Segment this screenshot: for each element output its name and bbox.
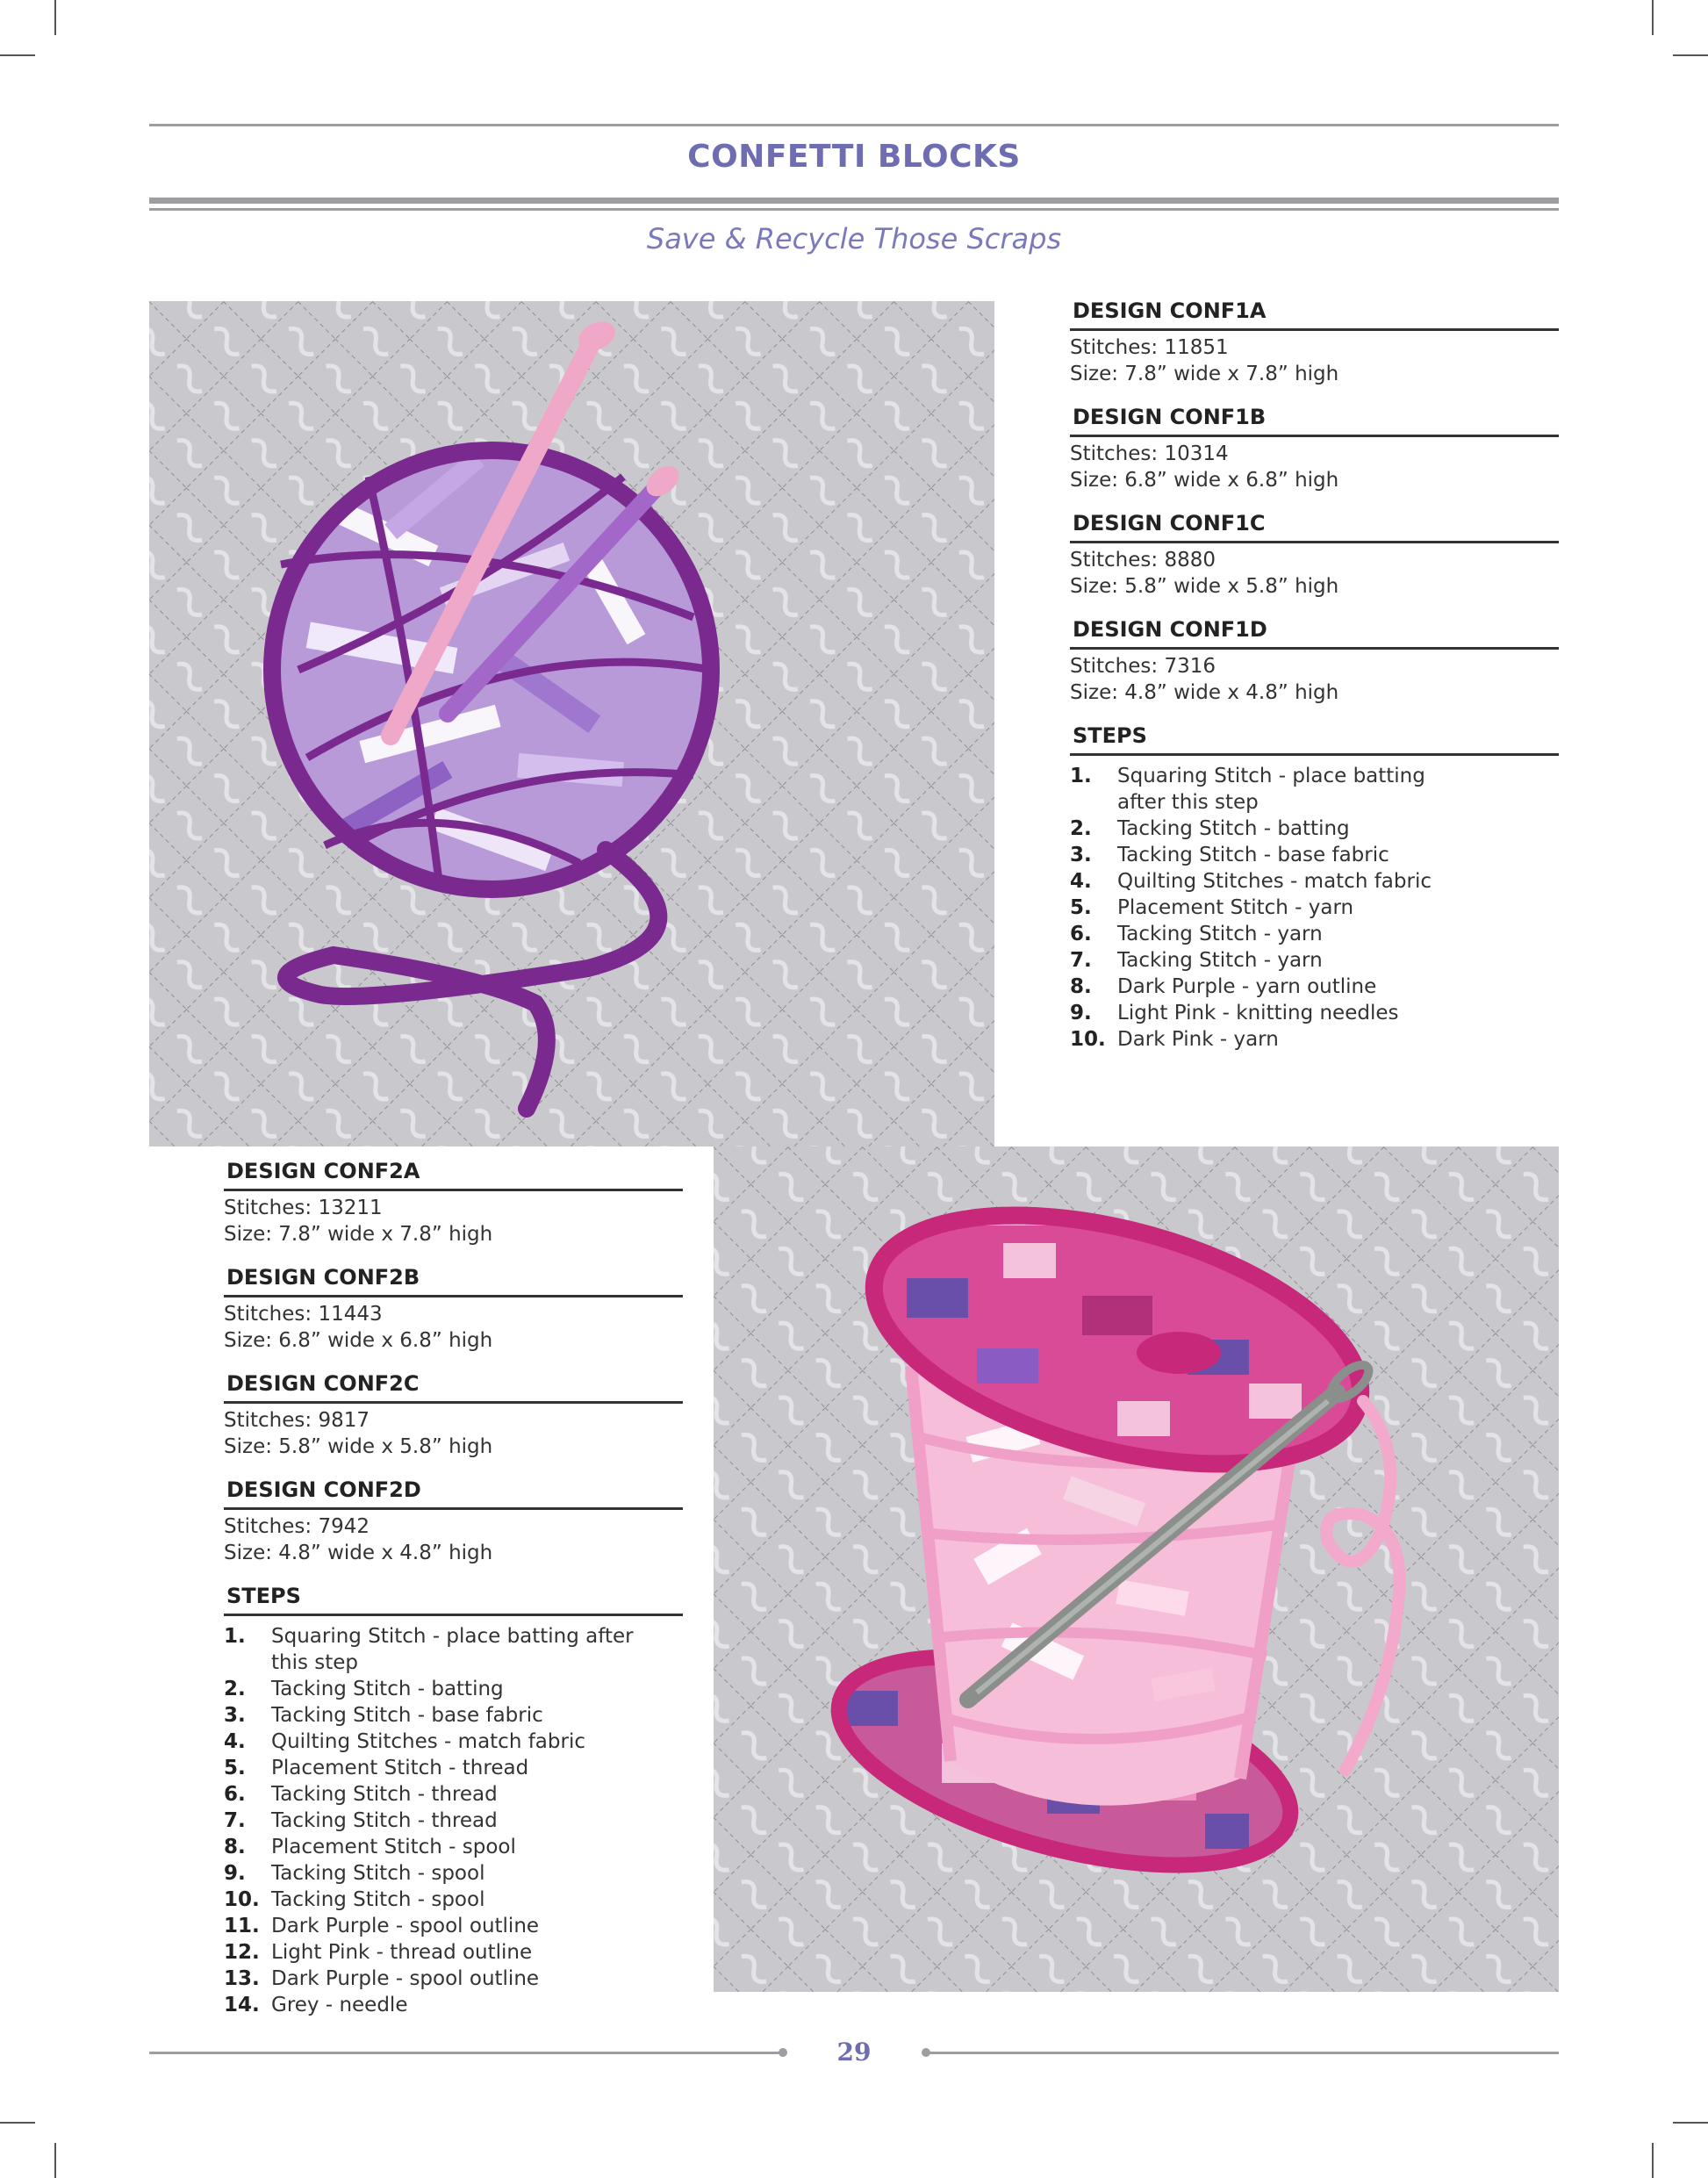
step-number: 14. [224,1994,260,2016]
spec-stitches: Stitches: 11443 [224,1303,383,1326]
spec-heading: DESIGN CONF1B [1070,405,1559,437]
spec-stitches: Stitches: 13211 [224,1197,383,1219]
step-item [1070,868,1559,895]
step-text: Tacking Stitch - base fabric [271,1704,543,1727]
step-number: 6. [1070,923,1092,945]
spec-size: Size: 5.8” wide x 5.8” high [224,1435,493,1458]
steps-list [224,1623,683,2018]
crop-mark [1652,2143,1654,2178]
step-text: Tacking Stitch - spool [271,1862,485,1885]
step-text: Squaring Stitch - place batting [1117,765,1425,787]
footer-rule-right [926,2052,1559,2054]
design1-specs [1070,298,1559,1053]
step-text: Quilting Stitches - match fabric [1117,870,1432,893]
step-number: 4. [224,1730,246,1753]
spec-stitches: Stitches: 7316 [1070,655,1216,678]
spec-size: Size: 6.8” wide x 6.8” high [1070,469,1339,492]
step-number: 10. [224,1888,260,1911]
step-number: 8. [1070,975,1092,998]
spec-group-conf2d [224,1477,683,1566]
step-item [224,1781,683,1808]
step-text: Placement Stitch - yarn [1117,896,1354,919]
step-text: Dark Purple - yarn outline [1117,975,1377,998]
step-text: Light Pink - thread outline [271,1941,533,1964]
step-text: Tacking Stitch - base fabric [1117,844,1389,866]
spec-stitches: Stitches: 10314 [1070,442,1229,465]
spec-group-conf2b [224,1265,683,1354]
step-text: Squaring Stitch - place batting after [271,1625,634,1648]
step-text: Dark Purple - spool outline [271,1915,540,1937]
spec-stitches: Stitches: 11851 [1070,336,1229,359]
spec-size: Size: 4.8” wide x 4.8” high [224,1542,493,1564]
step-item [224,1729,683,1755]
yarn-ball-photo [149,301,994,1147]
step-item [224,1834,683,1860]
step-item [224,1939,683,1966]
spec-group-conf1b [1070,405,1559,493]
steps-section [224,1584,683,2018]
step-number: 9. [224,1862,246,1885]
spec-heading: DESIGN CONF1C [1070,511,1559,543]
spec-heading: DESIGN CONF1A [1070,298,1559,331]
step-number: 2. [1070,817,1092,840]
step-number: 5. [224,1757,246,1779]
step-text: Tacking Stitch - yarn [1117,923,1323,945]
step-text: Grey - needle [271,1994,408,2016]
spec-group-conf2c [224,1371,683,1460]
step-item [1070,1026,1559,1053]
step-number: 10. [1070,1028,1106,1051]
step-text: Dark Purple - spool outline [271,1967,540,1990]
crop-mark [0,54,35,56]
step-number: 2. [224,1678,246,1700]
step-item [1070,842,1559,868]
step-item [224,1887,683,1913]
step-item [224,1702,683,1729]
step-item [1070,816,1559,842]
step-item [224,1860,683,1887]
step-text: Tacking Stitch - batting [1117,817,1350,840]
page-title: CONFETTI BLOCKS [687,139,1021,175]
step-item [1070,947,1559,974]
spec-group-conf1d [1070,617,1559,706]
spec-heading: DESIGN CONF2D [224,1477,683,1510]
step-item [1070,1000,1559,1026]
header-rule-double [149,198,1559,204]
design2-specs [224,1159,683,2018]
spec-group-conf1a [1070,298,1559,387]
step-item [1070,763,1559,816]
step-item [224,1676,683,1702]
step-number: 7. [224,1809,246,1832]
crop-mark [54,2143,56,2178]
step-number: 7. [1070,949,1092,972]
step-number: 4. [1070,870,1092,893]
spec-size: Size: 7.8” wide x 7.8” high [224,1223,493,1246]
step-number: 5. [1070,896,1092,919]
step-text-continued: this step [271,1651,359,1674]
step-number: 9. [1070,1002,1092,1024]
spec-stitches: Stitches: 9817 [224,1409,370,1432]
spec-stitches: Stitches: 7942 [224,1515,370,1538]
spec-heading: DESIGN CONF2B [224,1265,683,1297]
footer-rule-left [149,2052,783,2054]
step-item [1070,974,1559,1000]
step-text: Tacking Stitch - batting [271,1678,504,1700]
step-text: Tacking Stitch - yarn [1117,949,1323,972]
step-item [224,1808,683,1834]
step-text: Tacking Stitch - thread [271,1783,498,1806]
step-text-continued: after this step [1117,791,1259,814]
page-number: 29 [836,2038,872,2067]
spec-size: Size: 4.8” wide x 4.8” high [1070,681,1339,704]
thread-spool-photo [714,1147,1559,1992]
spec-group-conf2a [224,1159,683,1247]
steps-list [1070,763,1559,1053]
footer-dot-left [779,2048,787,2057]
crop-mark [1673,54,1708,56]
step-number: 12. [224,1941,260,1964]
step-item [224,1992,683,2018]
step-text: Quilting Stitches - match fabric [271,1730,585,1753]
crop-mark [1673,2122,1708,2124]
step-text: Tacking Stitch - thread [271,1809,498,1832]
step-number: 1. [224,1625,246,1648]
step-item [224,1913,683,1939]
spec-size: Size: 5.8” wide x 5.8” high [1070,575,1339,598]
step-text: Placement Stitch - spool [271,1836,516,1858]
step-text: Tacking Stitch - spool [271,1888,485,1911]
step-number: 6. [224,1783,246,1806]
spec-heading: DESIGN CONF2C [224,1371,683,1404]
header-rule-top [149,124,1559,126]
step-text: Dark Pink - yarn [1117,1028,1279,1051]
step-text: Placement Stitch - thread [271,1757,529,1779]
crop-mark [0,2122,35,2124]
header-rule-double-thin [149,208,1559,211]
step-item [224,1755,683,1781]
steps-section [1070,723,1559,1053]
spec-stitches: Stitches: 8880 [1070,549,1216,571]
step-number: 1. [1070,765,1092,787]
spec-group-conf1c [1070,511,1559,600]
spec-size: Size: 7.8” wide x 7.8” high [1070,363,1339,385]
steps-heading: STEPS [1070,723,1559,756]
step-number: 8. [224,1836,246,1858]
step-number: 11. [224,1915,260,1937]
step-item [224,1623,683,1676]
step-item [224,1966,683,1992]
step-item [1070,921,1559,947]
step-number: 3. [224,1704,246,1727]
step-text: Light Pink - knitting needles [1117,1002,1399,1024]
page-subtitle: Save & Recycle Those Scraps [646,222,1062,255]
crop-mark [1652,0,1654,35]
steps-heading: STEPS [224,1584,683,1616]
step-item [1070,895,1559,921]
spec-size: Size: 6.8” wide x 6.8” high [224,1329,493,1352]
spec-heading: DESIGN CONF1D [1070,617,1559,650]
step-number: 3. [1070,844,1092,866]
spec-heading: DESIGN CONF2A [224,1159,683,1191]
crop-mark [54,0,56,35]
step-number: 13. [224,1967,260,1990]
